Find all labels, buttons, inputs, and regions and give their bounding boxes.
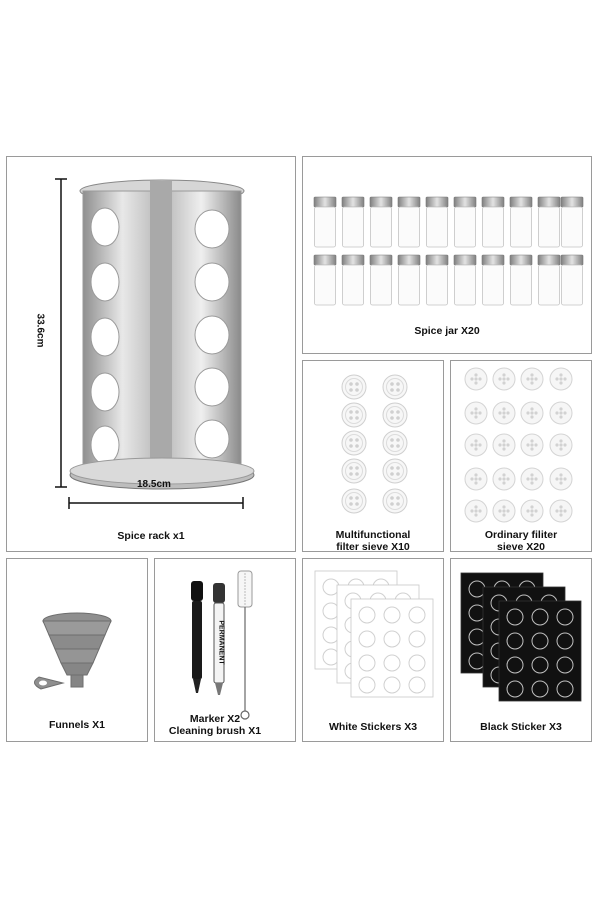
marker-caption: Marker X2 Cleaning brush X1 [168,713,262,737]
ordinary-sieve-illustration [451,361,593,553]
funnels-caption: Funnels X1 [48,719,105,731]
panel-funnels [6,558,148,742]
black-sticker-caption: Black Sticker X3 [480,721,562,733]
spice-rack-illustration [7,157,297,553]
panel-multi-sieve [302,360,444,552]
panel-spice-rack [6,156,296,552]
ordinary-sieve-caption: Ordinary filiter sieve X20 [484,529,558,553]
height-dimension-label: 33.6cm [34,313,46,348]
width-dimension-label: 18.5cm [137,479,171,490]
multi-sieve-caption: Multifunctional filter sieve X10 [335,529,411,553]
funnel-icon [7,559,149,743]
panel-ordinary-sieve [450,360,592,552]
spice-jars-row-2 [314,255,583,305]
panel-spice-jar [302,156,592,354]
white-stickers-illustration [303,559,445,743]
white-stickers-caption: White Stickers X3 [328,721,418,733]
panel-white-stickers [302,558,444,742]
black-stickers-illustration [451,559,593,743]
cleaning-brush-icon [238,571,252,719]
spice-jars-row-1 [314,197,583,247]
black-marker-icon [191,581,203,693]
panel-black-sticker [450,558,592,742]
multi-sieve-illustration [303,361,445,553]
spice-rack-caption: Spice rack x1 [117,530,185,542]
marker-brand-text: PERMANENT [217,620,225,665]
panel-marker [154,558,296,742]
spice-jar-caption: Spice jar X20 [414,325,480,337]
